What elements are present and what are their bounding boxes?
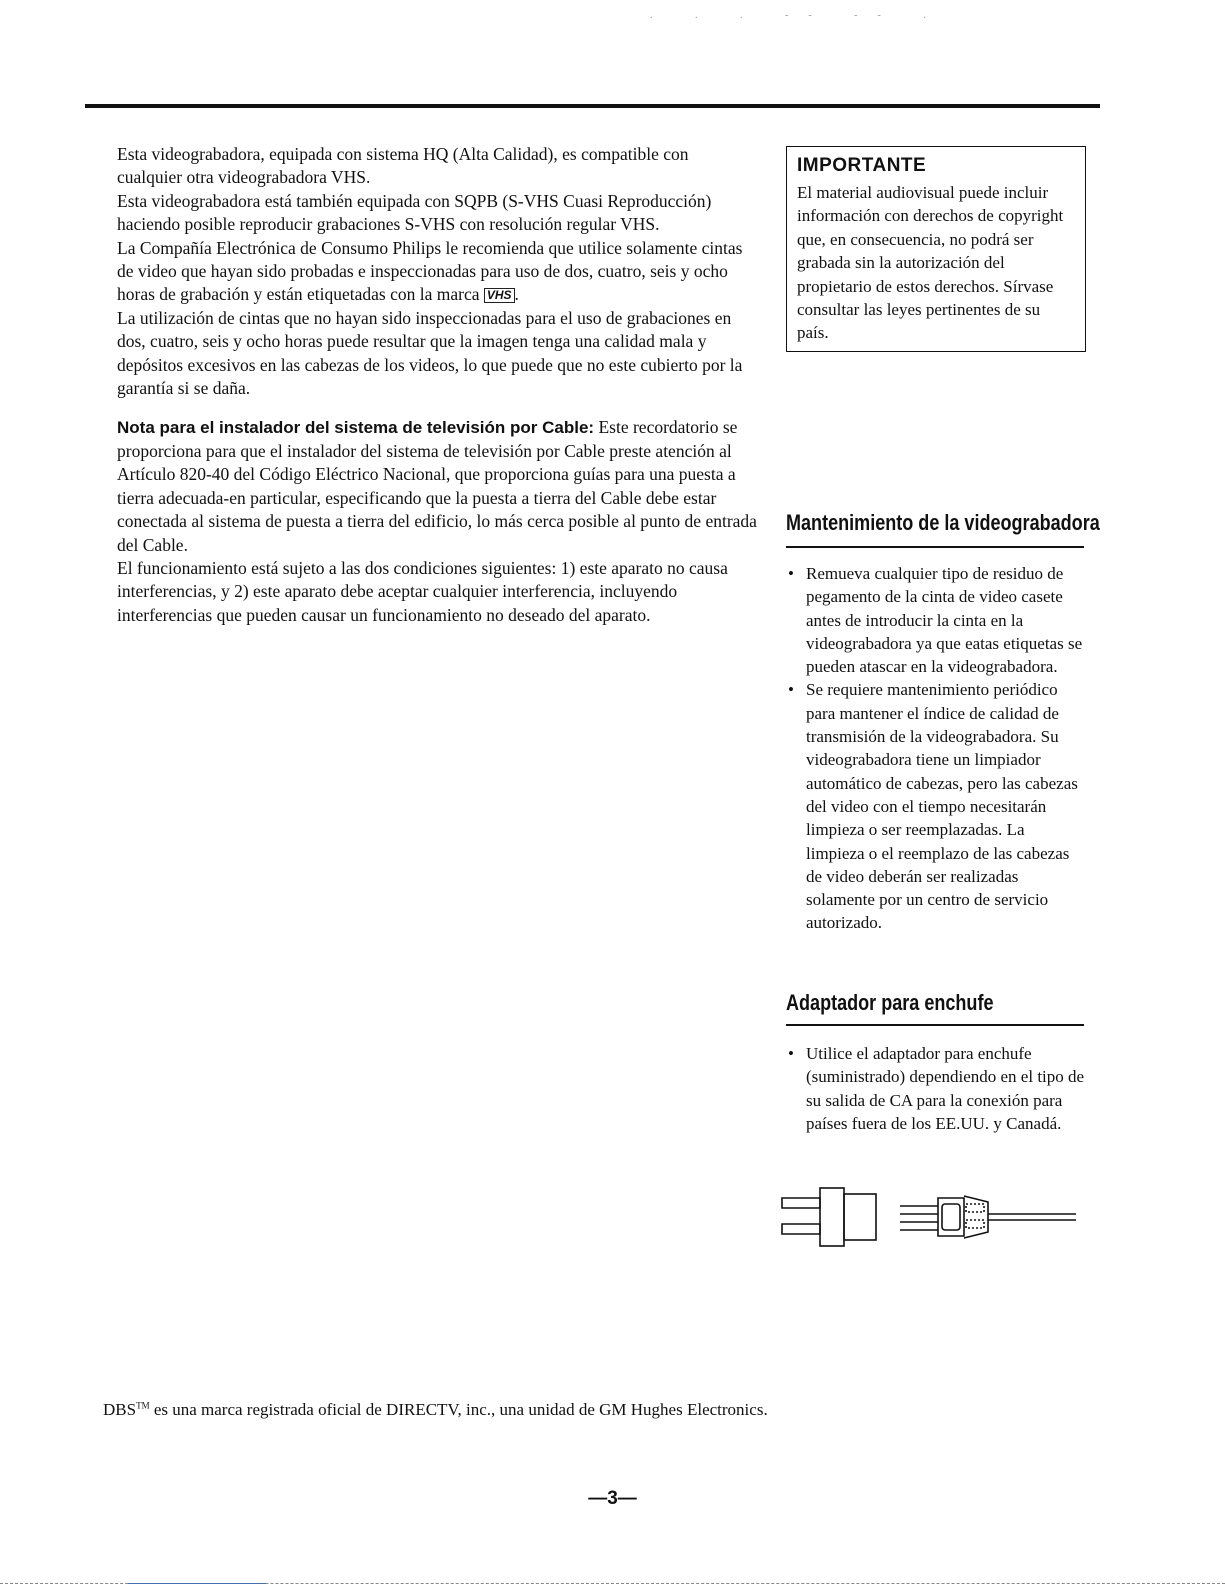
main-text-column bbox=[117, 143, 757, 627]
cable-installer-note bbox=[117, 416, 757, 556]
bullet-icon: • bbox=[788, 680, 794, 700]
list-item bbox=[786, 1042, 1086, 1135]
important-notice-box bbox=[786, 146, 1086, 352]
bullet-icon: • bbox=[788, 564, 794, 583]
paragraph-hq: Esta videograbadora, equipada con sistema HQ (Alta Calidad), es compatible con cualquier otra videograbadora VHS. bbox=[117, 144, 689, 188]
list-item bbox=[786, 562, 1086, 678]
cable-note-body: Este recordatorio se proporciona para que el instalador del sistema de televisión por Cable preste atención al Artículo 820-40 del Código Eléctrico Nacional, que proporciona guías para una puesta a tierra adecuada-en particular, especificando que la puesta a tierra del Cable debe estar conectada al sistema de puesta a tierra del edificio, lo más cerca posible al punto de entrada del Cable. bbox=[117, 417, 757, 555]
vhs-logo: VHS bbox=[484, 288, 515, 303]
important-text: El material audiovisual puede incluir información con derechos de copyright que, en consecuencia, no podrá ser grabada sin la autorización del propietario de estos derechos. Sírvase consultar las leyes pertinentes de su país. bbox=[797, 183, 1064, 343]
trademark-mark: TM bbox=[136, 1400, 150, 1411]
paragraph-recommendation bbox=[117, 237, 757, 307]
bullet-icon: • bbox=[788, 1044, 794, 1063]
cable-note-title: Nota para el instalador del sistema de televisión por Cable: bbox=[117, 418, 595, 438]
page-number: —3— bbox=[588, 1488, 637, 1509]
footnote-text: es una marca registrada oficial de DIRECTV, inc., una unidad de GM Hughes Electronics. bbox=[153, 1400, 768, 1419]
maintenance-heading: Mantenimiento de la videograbadora bbox=[786, 510, 1100, 535]
trademark-footnote bbox=[103, 1400, 768, 1420]
list-item-text: Remueva cualquier tipo de residuo de pegamento de la cinta de video casete antes de introducir la cinta en la videograbadora ya que eatas etiquetas se pueden atascar en la videograbadora. bbox=[806, 564, 1083, 677]
recommendation-end: . bbox=[514, 284, 519, 305]
adapter-rule bbox=[786, 1024, 1084, 1026]
recommendation-text: La Compañía Electrónica de Consumo Philips le recomienda que utilice solamente cintas de video que hayan sido probadas e inspeccionadas para uso de dos, cuatro, seis y ocho horas de grabación y están etiquetadas con la marca bbox=[117, 237, 743, 305]
maintenance-list bbox=[786, 562, 1086, 935]
paragraph-warranty: La utilización de cintas que no hayan sido inspeccionadas para el uso de grabaciones en dos, cuatro, seis y ocho horas puede resultar que la imagen tenga una calidad mala y depósitos excesivos en las cabezas de los videos, lo que puede que no este cubierto por la garantía si se daña. bbox=[117, 307, 743, 399]
paragraph-sqpb: Esta videograbadora está también equipada con SQPB (S-VHS Cuasi Reproducción) haciendo posible reproducir grabaciones S-VHS con resolución regular VHS. bbox=[117, 190, 712, 235]
adapter-heading: Adaptador para enchufe bbox=[786, 990, 994, 1015]
list-item-text: Se requiere mantenimiento periódico para mantener el índice de calidad de transmisión de la videograbadora. Su videograbadora tiene un limpiador automático de cabezas, pero las cabezas del video con el tiempo necesitarán limpieza o ser reemplazadas. La limpieza o el reemplazo de las cabezas de video deberán ser realizadas solamente por un centro de servicio autorizado. bbox=[806, 680, 1078, 933]
list-item-text: Utilice el adaptador para enchufe (suministrado) dependiendo en el tipo de su salida de CA para la conexión para países fuera de los EE.UU. y Canadá. bbox=[806, 1044, 1085, 1133]
top-rule bbox=[85, 104, 1100, 108]
paragraph-interference: El funcionamiento está sujeto a las dos condiciones siguientes: 1) este aparato no causa interferencias, y 2) este aparato debe aceptar cualquier interferencia, incluyendo interferencias que pueden causar un funcionamiento no deseado del aparato. bbox=[117, 557, 728, 625]
list-item bbox=[786, 678, 1086, 934]
important-title: IMPORTANTE bbox=[797, 155, 927, 176]
maintenance-rule bbox=[786, 546, 1084, 548]
plug-adapter-icon bbox=[778, 1184, 1078, 1250]
footnote-prefix: DBS bbox=[103, 1400, 137, 1419]
adapter-list bbox=[786, 1042, 1086, 1135]
scan-marks: . . . -- -- . bbox=[650, 10, 946, 21]
